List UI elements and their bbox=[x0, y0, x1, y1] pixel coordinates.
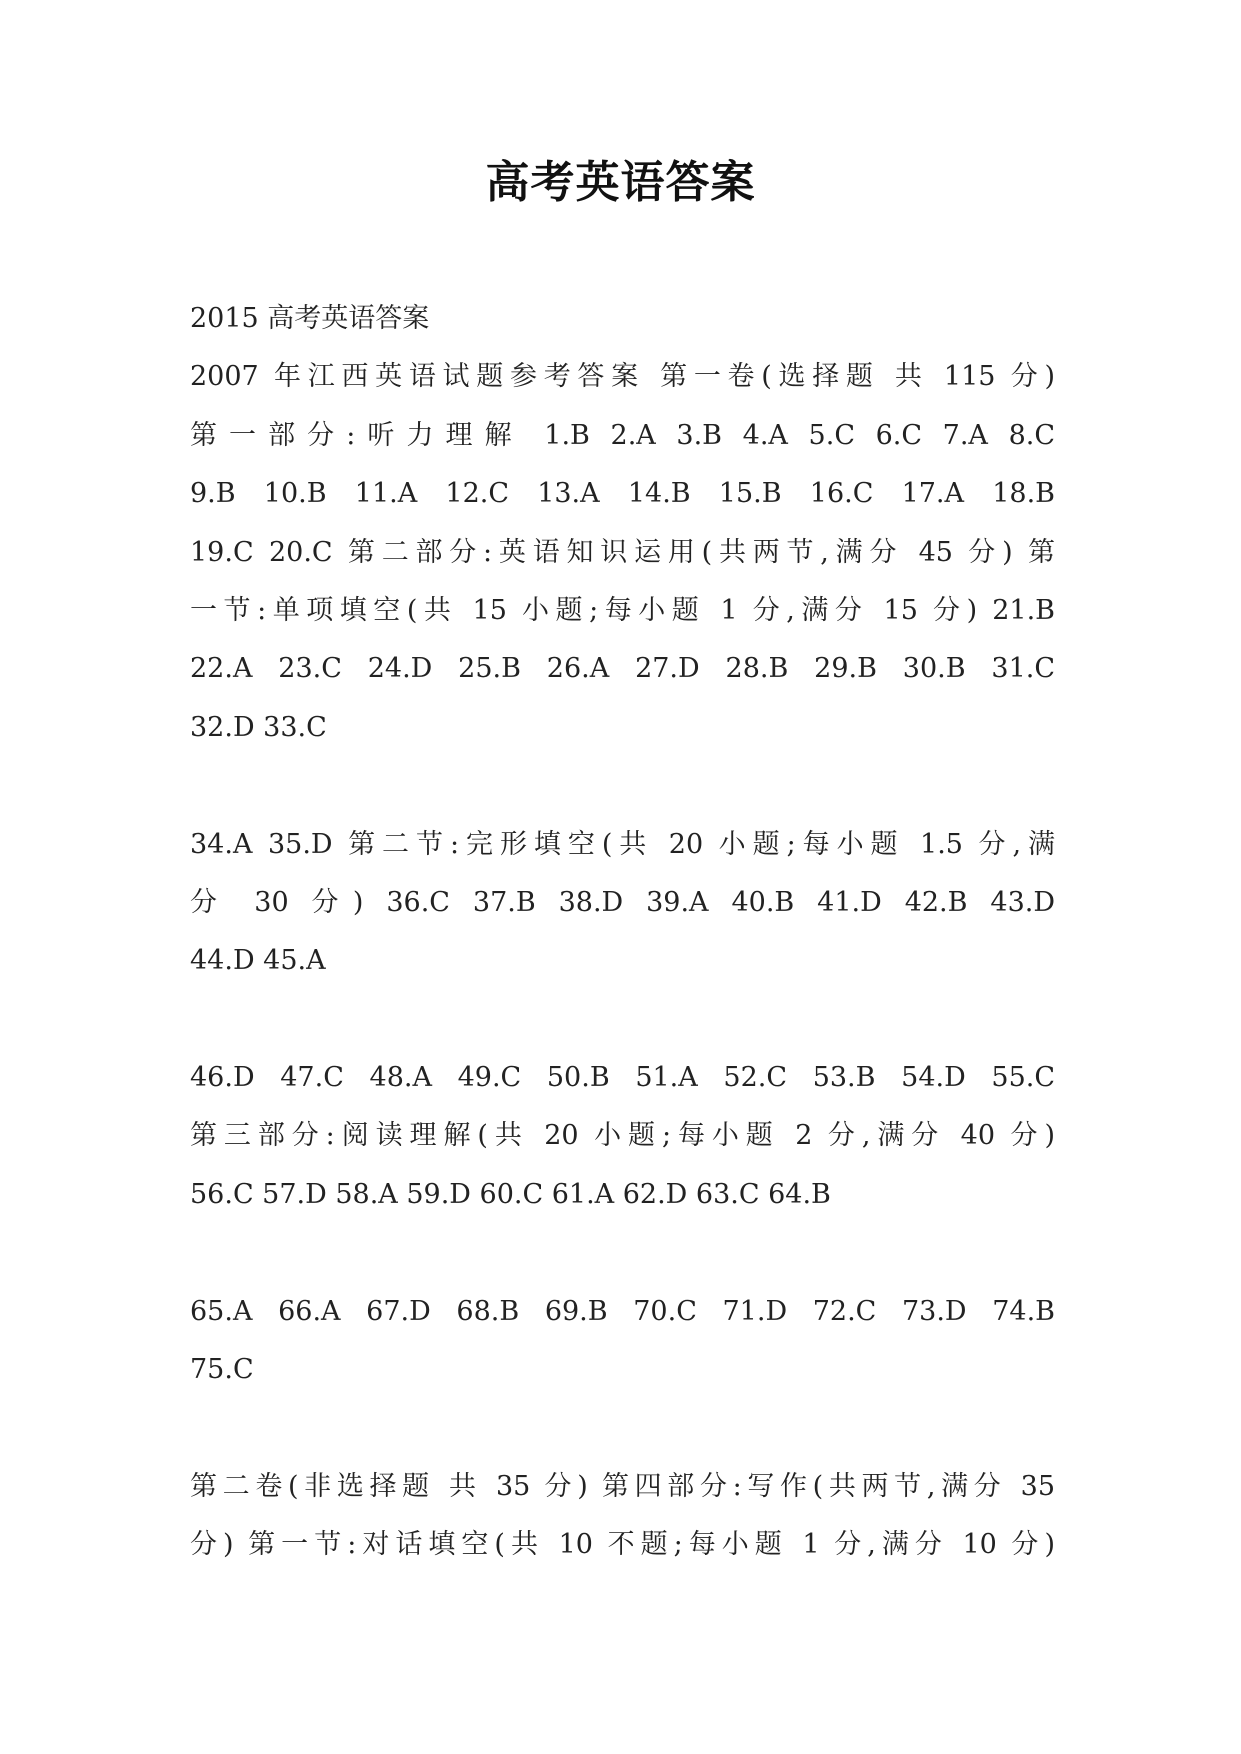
body-line: 第三部分:阅读理解(共 20 小题;每小题 2 分,满分 40 分) bbox=[190, 1120, 1055, 1152]
document-title: 高考英语答案 bbox=[485, 157, 756, 208]
paragraph-gap bbox=[190, 1224, 1055, 1282]
body-line: 第二卷(非选择题 共 35 分) 第四部分:写作(共两节,满分 35 bbox=[190, 1470, 1055, 1502]
body-line: 2015 高考英语答案 bbox=[190, 303, 430, 334]
body-line: 75.C bbox=[190, 1354, 254, 1386]
body-line: 2007 年江西英语试题参考答案 第一卷(选择题 共 115 分) bbox=[190, 361, 1055, 393]
body-line: 分 30 分) 36.C 37.B 38.D 39.A 40.B 41.D 42.B 43.D bbox=[190, 886, 1055, 918]
body-line: 44.D 45.A bbox=[190, 945, 326, 977]
body-line: 9.B 10.B 11.A 12.C 13.A 14.B 15.B 16.C 17.A 18.B bbox=[190, 478, 1055, 510]
document-body bbox=[190, 290, 1055, 1575]
body-line: 第一部分:听力理解 1.B 2.A 3.B 4.A 5.C 6.C 7.A 8.C bbox=[190, 419, 1055, 451]
body-line: 一节:单项填空(共 15 小题;每小题 1 分,满分 15 分) 21.B bbox=[190, 594, 1055, 626]
body-line: 56.C 57.D 58.A 59.D 60.C 61.A 62.D 63.C 64.B bbox=[190, 1178, 831, 1210]
paragraph-gap bbox=[190, 991, 1055, 1049]
body-line: 分) 第一节:对话填空(共 10 不题;每小题 1 分,满分 10 分) bbox=[190, 1529, 1055, 1561]
body-line: 65.A 66.A 67.D 68.B 69.B 70.C 71.D 72.C 73.D 74.B bbox=[190, 1295, 1055, 1327]
body-line: 22.A 23.C 24.D 25.B 26.A 27.D 28.B 29.B 30.B 31.C bbox=[190, 653, 1055, 685]
body-line: 32.D 33.C bbox=[190, 711, 327, 743]
body-line: 34.A 35.D 第二节:完形填空(共 20 小题;每小题 1.5 分,满 bbox=[190, 828, 1055, 860]
paragraph-gap bbox=[190, 1399, 1055, 1457]
paragraph-gap bbox=[190, 757, 1055, 815]
body-line: 19.C 20.C 第二部分:英语知识运用(共两节,满分 45 分) 第 bbox=[190, 536, 1055, 568]
body-line: 46.D 47.C 48.A 49.C 50.B 51.A 52.C 53.B 54.D 55.C bbox=[190, 1062, 1055, 1094]
